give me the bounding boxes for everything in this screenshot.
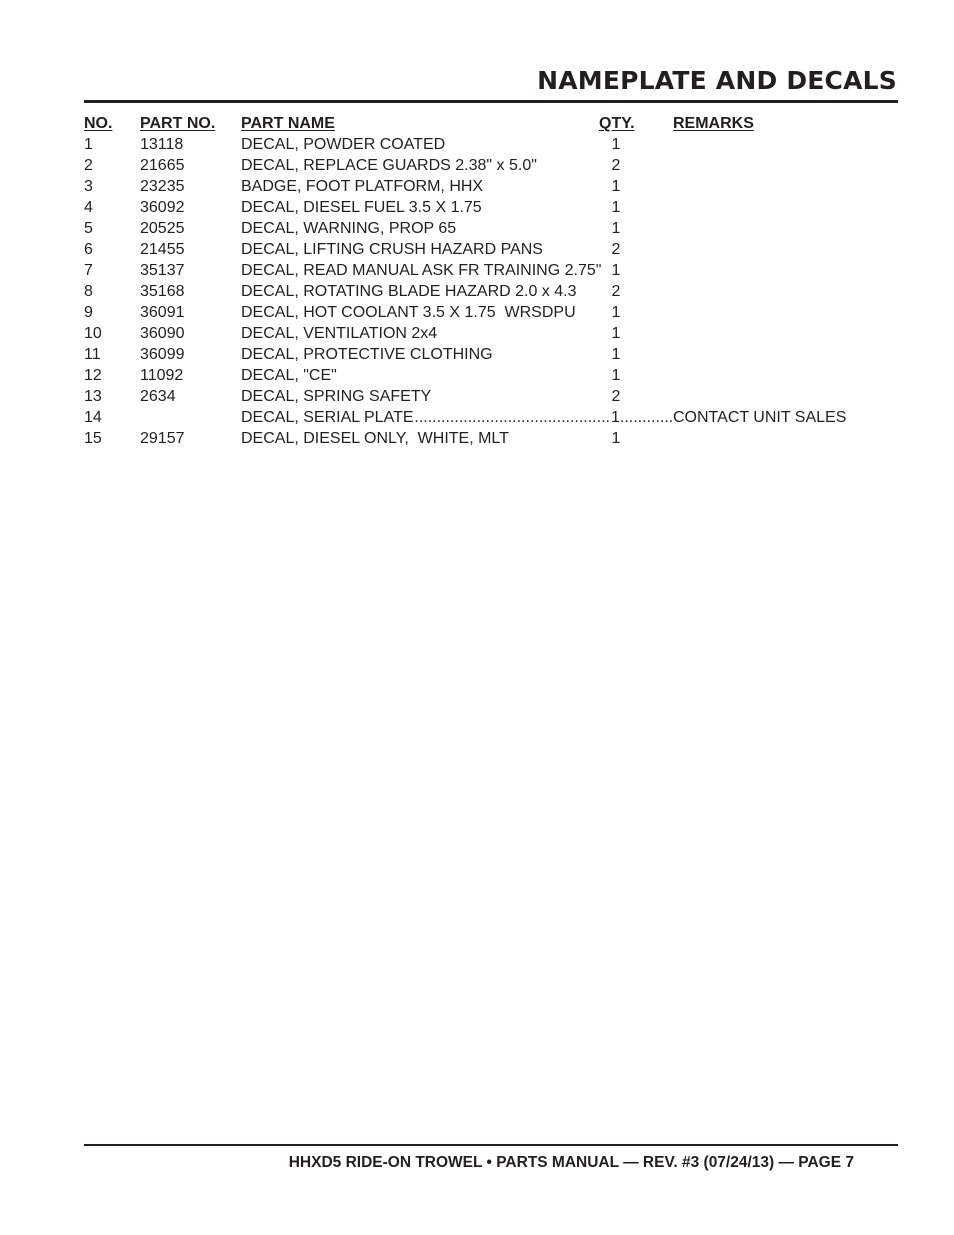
- header-part-no: PART NO.: [140, 115, 216, 132]
- row-part-name: BADGE, FOOT PLATFORM, HHX: [241, 178, 484, 195]
- row-qty: 2: [611, 283, 621, 300]
- row-part-no: 2634: [140, 388, 176, 405]
- row-part-name: DECAL, HOT COOLANT 3.5 X 1.75 WRSDPU: [241, 304, 576, 321]
- row-part-name: DECAL, "CE": [241, 367, 337, 384]
- row-qty: 1: [611, 409, 620, 426]
- row-part-name: DECAL, DIESEL FUEL 3.5 X 1.75: [241, 199, 482, 216]
- row-part-name: DECAL, WARNING, PROP 65: [241, 220, 457, 237]
- row-part-name: DECAL, REPLACE GUARDS 2.38" x 5.0": [241, 157, 537, 174]
- table-row: [84, 134, 864, 155]
- row-part-no: 20525: [140, 220, 185, 237]
- title-rule: [84, 100, 898, 103]
- row-part-name: DECAL, VENTILATION 2x4: [241, 325, 438, 342]
- row-part-no: 29157: [140, 430, 185, 447]
- row-no: 4: [84, 199, 93, 216]
- footer-rule: [84, 1144, 898, 1146]
- row-part-no: 13118: [140, 136, 184, 153]
- row-qty: 1: [611, 262, 621, 279]
- table-row: [84, 155, 864, 176]
- row-part-no: 36090: [140, 325, 185, 342]
- row-part-name: DECAL, PROTECTIVE CLOTHING: [241, 346, 493, 363]
- row-qty: 1: [611, 220, 621, 237]
- row-qty: 1: [611, 304, 621, 321]
- row-no: 3: [84, 178, 93, 195]
- table-row: [84, 239, 864, 260]
- row-part-no: 36091: [140, 304, 185, 321]
- row-part-name: DECAL, SPRING SAFETY: [241, 388, 432, 405]
- table-row: [84, 386, 864, 407]
- row-qty-leader: [611, 407, 673, 428]
- table-row: [84, 302, 864, 323]
- row-qty: 2: [611, 157, 621, 174]
- row-no: 10: [84, 325, 102, 342]
- row-no: 12: [84, 367, 102, 384]
- row-no: 15: [84, 430, 102, 447]
- header-no: NO.: [84, 115, 113, 132]
- row-qty: 2: [611, 388, 621, 405]
- table-row: [84, 365, 864, 386]
- row-qty: 1: [611, 325, 621, 342]
- row-part-name: DECAL, POWDER COATED: [241, 136, 446, 153]
- table-row: [84, 260, 864, 281]
- row-qty: 1: [611, 199, 621, 216]
- header-qty: QTY.: [599, 115, 635, 132]
- table-row: [84, 407, 864, 428]
- row-qty: 1: [611, 136, 621, 153]
- parts-table: [84, 113, 864, 449]
- row-no: 8: [84, 283, 93, 300]
- table-header: [84, 113, 864, 134]
- row-no: 1: [84, 136, 93, 153]
- header-remarks: REMARKS: [673, 115, 754, 132]
- row-no: 6: [84, 241, 93, 258]
- row-no: 14: [84, 409, 102, 426]
- row-no: 5: [84, 220, 93, 237]
- row-part-name: DECAL, DIESEL ONLY, WHITE, MLT: [241, 430, 509, 447]
- table-row: [84, 344, 864, 365]
- page-footer: HHXD5 RIDE-ON TROWEL • PARTS MANUAL — REV. #3 (07/24/13) — PAGE 7: [288, 1154, 854, 1171]
- row-part-no: 11092: [140, 367, 184, 384]
- row-part-name: DECAL, LIFTING CRUSH HAZARD PANS: [241, 241, 543, 258]
- row-no: 11: [84, 346, 101, 363]
- row-part-name-leader: [241, 407, 611, 428]
- row-no: 9: [84, 304, 93, 321]
- table-row: [84, 197, 864, 218]
- row-part-no: 21665: [140, 157, 185, 174]
- table-row: [84, 323, 864, 344]
- row-part-name: DECAL, SERIAL PLATE: [241, 409, 414, 426]
- table-row: [84, 428, 864, 449]
- page-title: NAMEPLATE AND DECALS: [537, 66, 897, 95]
- row-part-no: 36099: [140, 346, 185, 363]
- row-qty: 2: [611, 241, 621, 258]
- row-qty: 1: [611, 346, 621, 363]
- table-row: [84, 176, 864, 197]
- row-part-no: 35168: [140, 283, 185, 300]
- row-part-no: 35137: [140, 262, 185, 279]
- row-no: 13: [84, 388, 102, 405]
- row-part-name: DECAL, READ MANUAL ASK FR TRAINING 2.75": [241, 262, 602, 279]
- row-no: 2: [84, 157, 93, 174]
- row-no: 7: [84, 262, 93, 279]
- row-qty: 1: [611, 367, 621, 384]
- table-row: [84, 281, 864, 302]
- row-qty: 1: [611, 430, 621, 447]
- row-part-name: DECAL, ROTATING BLADE HAZARD 2.0 x 4.3: [241, 283, 577, 300]
- row-qty: 1: [611, 178, 621, 195]
- header-part-name: PART NAME: [241, 115, 335, 132]
- row-part-no: 21455: [140, 241, 185, 258]
- row-part-no: 23235: [140, 178, 185, 195]
- row-part-no: 36092: [140, 199, 185, 216]
- row-remarks: CONTACT UNIT SALES: [673, 409, 847, 426]
- table-row: [84, 218, 864, 239]
